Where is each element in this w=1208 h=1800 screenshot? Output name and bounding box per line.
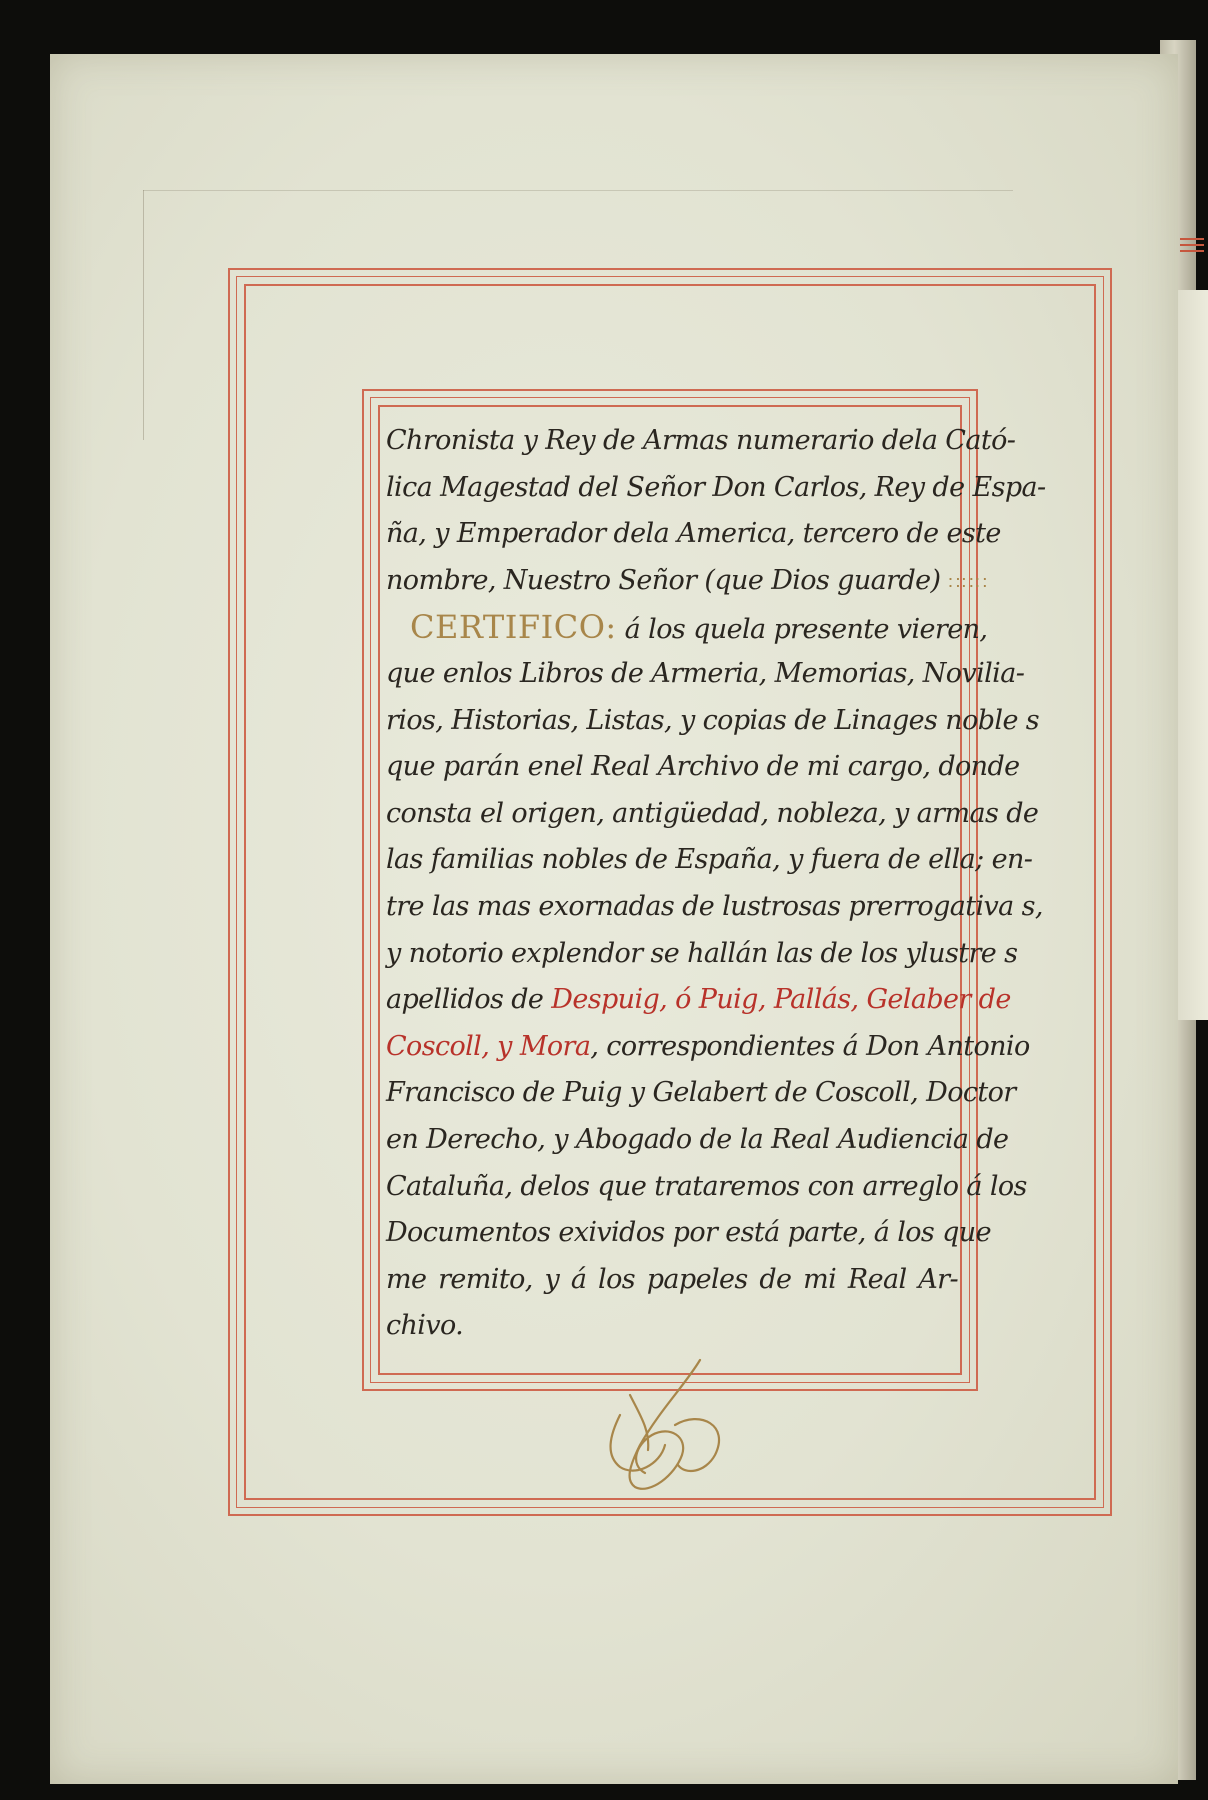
signature-flourish (590, 1355, 740, 1505)
text-line-18: Documentos exividos por está parte, á los que (386, 1217, 991, 1249)
text-line-12: y notorio explendor se hallán las de los ylustre s (386, 937, 1018, 969)
text-line-5 (386, 604, 988, 651)
text-line-16: en Derecho, y Abogado de la Real Audiencia de (386, 1123, 1009, 1155)
certifico-heading: CERTIFICO: (410, 608, 617, 647)
text-line-20: chivo. (386, 1310, 464, 1342)
line-ornament: ∷∷∷ (948, 572, 989, 594)
text-line-15: Francisco de Puig y Gelabert de Coscoll, Doctor (386, 1077, 1016, 1109)
text-line-4-words: nombre, Nuestro Señor (que Dios guarde) (386, 564, 941, 596)
text-line-17: Cataluña, delos que trataremos con arreglo á los (386, 1170, 1027, 1202)
text-line-1: Chronista y Rey de Armas numerario dela Cató- (386, 425, 1016, 456)
tab-red-rules (1180, 150, 1204, 290)
text-line-11: tre las mas exornadas de lustrosas prerrogativa s, (386, 890, 1043, 922)
surnames-red-2: Coscoll, y Mora (386, 1030, 591, 1062)
ruling-line-top (143, 190, 1013, 191)
text-line-19: me remito, y á los papeles de mi Real Ar- (386, 1263, 958, 1295)
ruling-line-left (143, 190, 144, 440)
text-line-8: que parán enel Real Archivo de mi cargo, donde (386, 751, 1020, 783)
text-line-13 (386, 977, 1011, 1024)
text-line-7: rios, Historias, Listas, y copias de Linages noble s (386, 704, 1040, 736)
surnames-red-1: Despuig, ó Puig, Pallás, Gelaber de (551, 984, 1011, 1016)
text-line-14-rest: , correspondientes á Don Antonio (590, 1030, 1030, 1062)
text-line-14 (386, 1024, 1030, 1071)
text-line-3: ña, y Emperador dela America, tercero de este (386, 518, 1001, 550)
text-line-10: las familias nobles de España, y fuera de ella; en- (386, 844, 1033, 876)
text-line-4 (386, 558, 989, 605)
text-line-2: lica Magestad del Señor Don Carlos, Rey de Espa- (386, 471, 1046, 503)
manuscript-text (386, 418, 1046, 1350)
text-line-5-rest: á los quela presente vieren, (616, 614, 988, 646)
text-line-13-start: apellidos de (386, 984, 552, 1016)
text-line-9: consta el origen, antigüedad, nobleza, y armas de (386, 797, 1039, 829)
text-line-6: que enlos Libros de Armeria, Memorias, Novilia- (386, 657, 1025, 689)
